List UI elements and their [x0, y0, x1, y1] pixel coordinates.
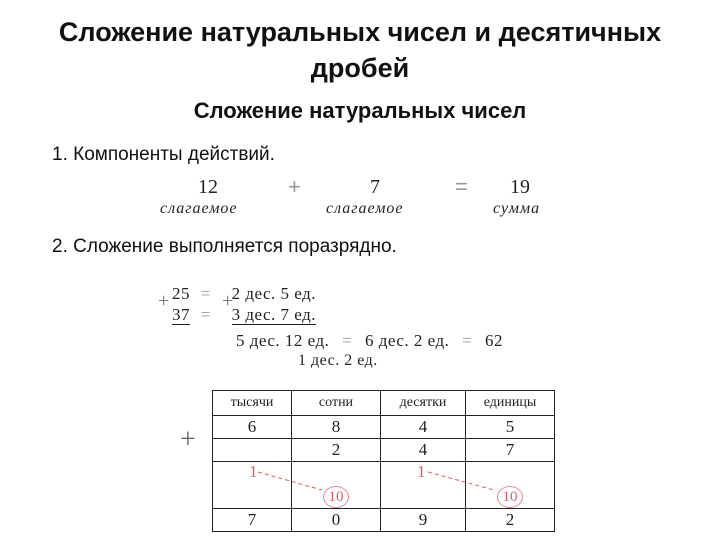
cell: 4 [381, 439, 466, 462]
carry-arrow-hundreds [258, 472, 322, 490]
result-mid: 6 дес. 2 ед. [364, 331, 450, 350]
digits-plus-sign: + [222, 290, 234, 312]
result-eq2: = [462, 331, 473, 350]
row2-number: 37 [172, 305, 190, 324]
addend2-value: 7 [370, 176, 380, 198]
row2-eq: = [200, 305, 211, 324]
sum-value: 19 [510, 176, 530, 198]
header-tens: десятки [381, 391, 466, 416]
carry-thousands: 1 [249, 462, 258, 481]
cell: 2 [466, 509, 555, 532]
row1-number: 25 [172, 284, 190, 303]
addend2-label: слагаемое [326, 200, 404, 217]
plus-sign: + [288, 174, 301, 199]
cell: 9 [381, 509, 466, 532]
cell: 6 [213, 416, 292, 439]
cell: 8 [292, 416, 381, 439]
sum-label: сумма [493, 200, 541, 217]
column-plus-sign: + [158, 290, 170, 312]
page-title-line2: дробей [310, 53, 410, 83]
cell: 7 [466, 439, 555, 462]
cell: 4 [381, 416, 466, 439]
circled-units: 10 [497, 486, 523, 508]
cell: 0 [292, 509, 381, 532]
row1-digits: 2 дес. 5 ед. [231, 284, 316, 303]
equals-sign: = [455, 174, 468, 199]
carry-note: 1 дес. 2 ед. [298, 352, 378, 369]
addend1-value: 12 [198, 176, 218, 198]
section1-heading: 1. Компоненты действий. [52, 144, 275, 165]
carry-tens: 1 [417, 462, 426, 481]
cell: 5 [466, 416, 555, 439]
page-title-line1: Сложение натуральных чисел и десятичных [58, 17, 662, 47]
header-units: единицы [466, 391, 555, 416]
row2-digits: 3 дес. 7 ед. [231, 305, 316, 324]
addend1-label: слагаемое [160, 200, 238, 217]
row1-eq: = [200, 284, 211, 303]
header-thousands: тысячи [213, 391, 292, 416]
circled-hundreds: 10 [323, 486, 349, 508]
cell: 2 [292, 439, 381, 462]
section2-heading: 2. Сложение выполняется поразрядно. [52, 236, 397, 257]
result-tens-units: 5 дес. 12 ед. [236, 331, 330, 350]
table-plus-sign: + [180, 424, 196, 455]
header-hundreds: сотни [292, 391, 381, 416]
page-subtitle: Сложение натуральных чисел [193, 98, 527, 123]
carry-arrow-units [428, 472, 494, 490]
result-eq1: = [342, 331, 353, 350]
cell: 7 [213, 509, 292, 532]
result-final: 62 [484, 331, 503, 350]
